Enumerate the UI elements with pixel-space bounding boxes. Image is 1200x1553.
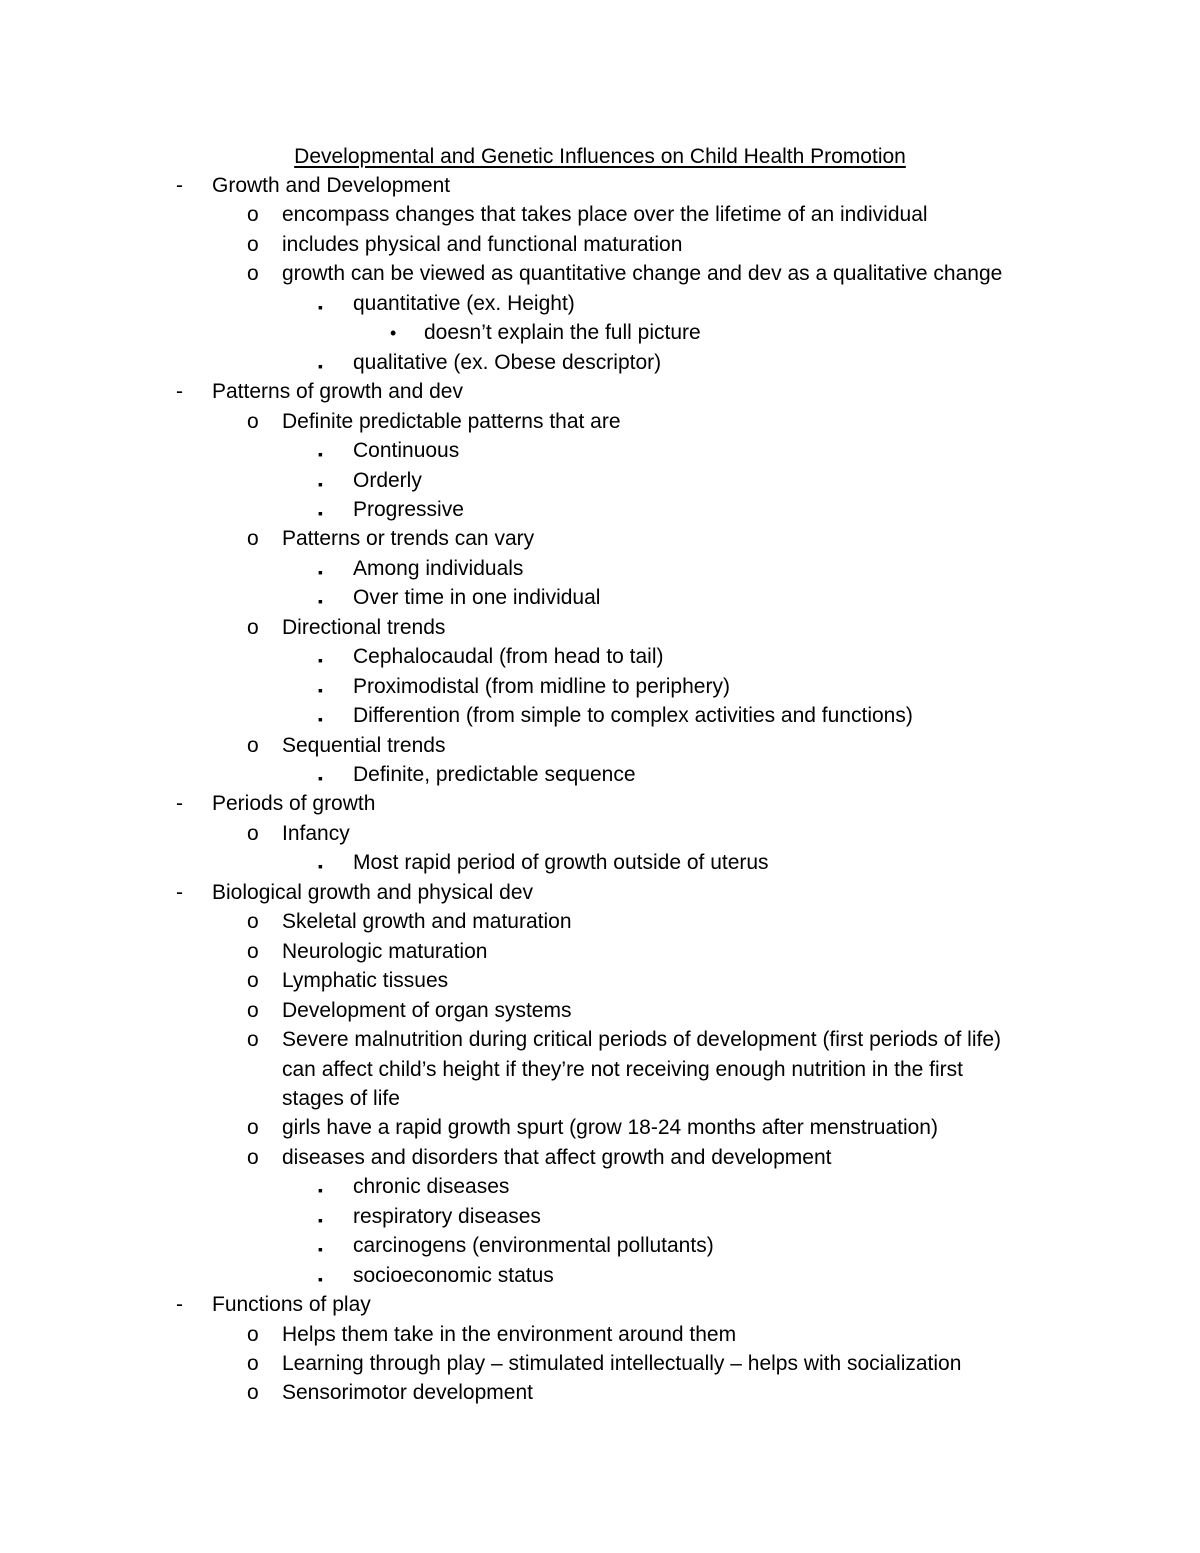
square-bullet-icon: ▪ xyxy=(318,1270,323,1287)
section-heading: Growth and Development xyxy=(212,174,451,197)
square-bullet-icon: ▪ xyxy=(318,357,323,374)
outline-item-text: Over time in one individual xyxy=(353,586,601,610)
square-bullet-icon: ▪ xyxy=(318,298,323,315)
outline-item-text: qualitative (ex. Obese descriptor) xyxy=(353,350,662,374)
circle-bullet-icon: o xyxy=(247,998,259,1022)
outline-item-text: encompass changes that takes place over the lifetime of an individual xyxy=(282,203,928,227)
section-heading: Periods of growth xyxy=(212,792,376,816)
circle-bullet-icon: o xyxy=(247,232,259,256)
outline-item-text: Orderly xyxy=(353,468,422,492)
outline-item-text: Severe malnutrition during critical periods of development (first periods of life) xyxy=(282,1028,1001,1052)
section-heading: Patterns of growth and dev xyxy=(212,380,463,404)
outline-item-text: Development of organ systems xyxy=(282,998,572,1022)
outline-item-text: carcinogens (environmental pollutants) xyxy=(353,1234,714,1258)
outline-item-text: Sequential trends xyxy=(282,733,446,757)
outline-item-text: Progressive xyxy=(353,497,464,521)
outline-item-text: chronic diseases xyxy=(353,1175,510,1199)
outline-item-text: Patterns or trends can vary xyxy=(282,527,535,551)
outline-item-text: Differention (from simple to complex activities and functions) xyxy=(353,704,913,728)
dash-bullet: - xyxy=(176,174,183,197)
circle-bullet-icon: o xyxy=(247,1322,259,1346)
outline-item-text: Among individuals xyxy=(353,556,524,580)
circle-bullet-icon: o xyxy=(247,203,259,227)
circle-bullet-icon: o xyxy=(247,527,259,551)
outline-item-text: Continuous xyxy=(353,439,460,463)
outline-item-text: girls have a rapid growth spurt (grow 18-24 months after menstruation) xyxy=(282,1116,938,1140)
circle-bullet-icon: o xyxy=(247,1116,259,1140)
square-bullet-icon: ▪ xyxy=(318,770,323,786)
circle-bullet-icon: o xyxy=(247,1028,259,1052)
outline-item-text: Sensorimotor development xyxy=(282,1381,533,1405)
outline-item-text: Skeletal growth and maturation xyxy=(282,910,572,934)
square-bullet-icon: ▪ xyxy=(318,652,323,669)
square-bullet-icon: ▪ xyxy=(318,504,323,521)
outline-item-text: Proximodistal (from midline to periphery) xyxy=(353,674,730,698)
outline-item-text: includes physical and functional maturation xyxy=(282,232,683,256)
outline-item-text: diseases and disorders that affect growth and development xyxy=(282,1145,832,1169)
outline-item-text: Lymphatic tissues xyxy=(282,969,449,993)
section-heading: Functions of play xyxy=(212,1293,371,1317)
dash-bullet: - xyxy=(176,792,183,816)
circle-bullet-icon: o xyxy=(247,262,259,286)
circle-bullet-icon: o xyxy=(247,1145,259,1169)
square-bullet-icon: ▪ xyxy=(318,1241,323,1258)
square-bullet-icon: ▪ xyxy=(318,711,323,728)
square-bullet-icon: ▪ xyxy=(318,1211,323,1228)
square-bullet-icon: ▪ xyxy=(318,446,323,463)
dash-bullet: - xyxy=(176,1293,183,1317)
outline-item-text: socioeconomic status xyxy=(353,1263,554,1287)
square-bullet-icon: ▪ xyxy=(318,563,323,580)
dot-bullet-icon: • xyxy=(390,323,397,344)
circle-bullet-icon: o xyxy=(247,409,259,433)
outline-item-text: Infancy xyxy=(282,821,350,845)
outline-item-text: Definite, predictable sequence xyxy=(353,763,636,786)
circle-bullet-icon: o xyxy=(247,615,259,639)
dash-bullet: - xyxy=(176,380,183,404)
square-bullet-icon: ▪ xyxy=(318,681,323,698)
circle-bullet-icon: o xyxy=(247,733,259,757)
square-bullet-icon: ▪ xyxy=(318,475,323,492)
outline-item-text: Most rapid period of growth outside of uterus xyxy=(353,851,769,875)
circle-bullet-icon: o xyxy=(247,910,259,934)
dash-bullet: - xyxy=(176,880,183,904)
outline-item-text: quantitative (ex. Height) xyxy=(353,291,575,315)
outline-item-text: stages of life xyxy=(282,1086,400,1110)
outline-item-text: Cephalocaudal (from head to tail) xyxy=(353,645,664,669)
circle-bullet-icon: o xyxy=(247,969,259,993)
square-bullet-icon: ▪ xyxy=(318,858,323,875)
outline-item-text: Helps them take in the environment around them xyxy=(282,1322,737,1346)
outline-item-text: growth can be viewed as quantitative change and dev as a qualitative change xyxy=(282,262,1003,286)
circle-bullet-icon: o xyxy=(247,821,259,845)
document-title: Developmental and Genetic Influences on Child Health Promotion xyxy=(294,145,906,168)
section-heading: Biological growth and physical dev xyxy=(212,880,534,904)
outline-item-text: Definite predictable patterns that are xyxy=(282,409,621,433)
outline-item-text: Learning through play – stimulated intellectually – helps with socialization xyxy=(282,1352,962,1375)
outline-item-text: can affect child’s height if they’re not receiving enough nutrition in the first xyxy=(282,1057,963,1081)
outline-item-text: respiratory diseases xyxy=(353,1204,541,1228)
outline-item-text: doesn’t explain the full picture xyxy=(424,321,701,345)
circle-bullet-icon: o xyxy=(247,1352,259,1375)
outline-item-text: Directional trends xyxy=(282,615,446,639)
circle-bullet-icon: o xyxy=(247,1381,259,1405)
square-bullet-icon: ▪ xyxy=(318,593,323,610)
square-bullet-icon: ▪ xyxy=(318,1182,323,1199)
circle-bullet-icon: o xyxy=(247,939,259,963)
outline-item-text: Neurologic maturation xyxy=(282,939,488,963)
